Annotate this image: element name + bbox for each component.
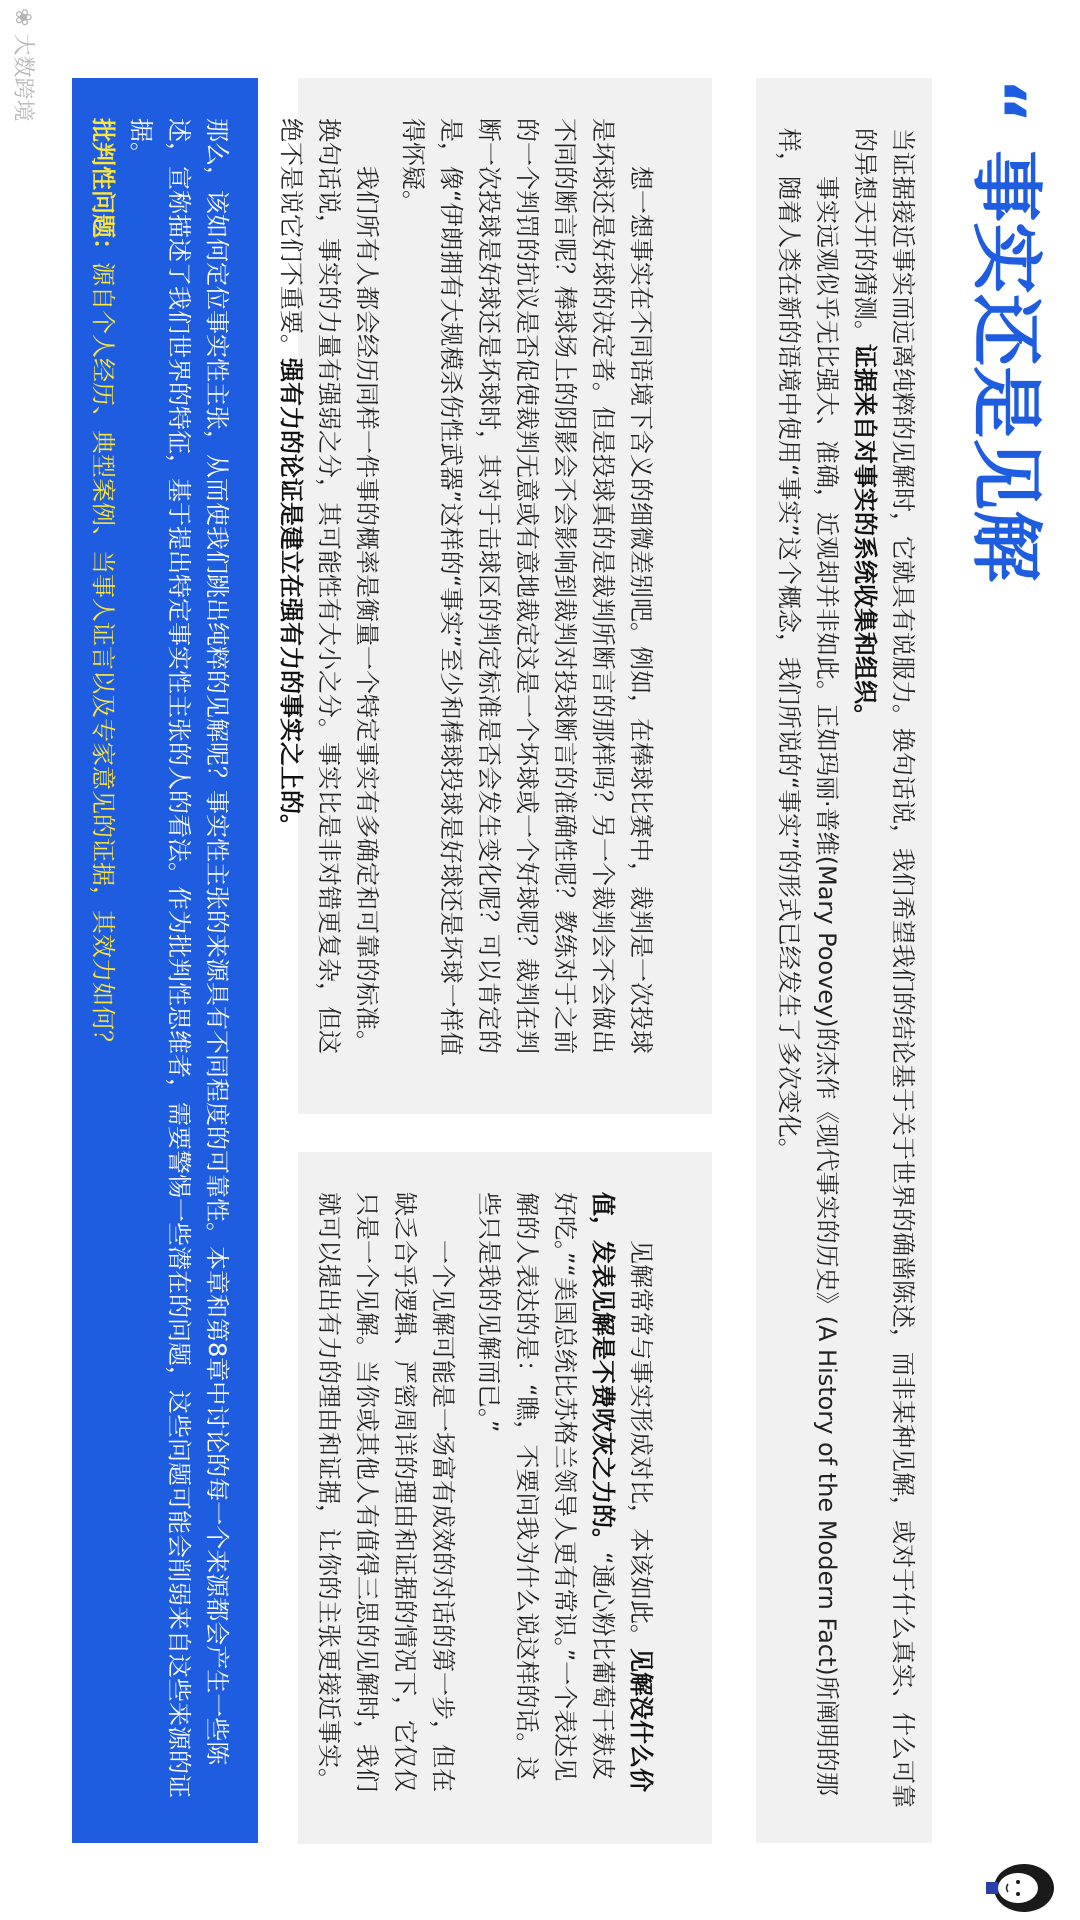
intro-paragraph-2: 事实远观似乎无比强大、准确，近观却并非如此。正如玛丽·普维(Mary Poovey)的杰作《现代事实的历史》(A History of the Modern Fact)所阐明的那样，随着人类在新的语境中使用“事实”这个概念，我们所说的“事实”的形式已经发生了多次变化。 [775,128,841,1796]
critical-question-label: 批判性问题： [89,118,117,262]
left-p2-bold: 强有力的论证是建立在强有力的事实之上的。 [277,358,305,838]
right-p1-rest: “通心粉比葡萄干麸皮好吃。”“美国总统比苏格兰领导人更有常识。”一个表达见解的人表达的是：“瞧，不要问我为什么说这样的话。这些只是我的见解而已。” [475,1192,617,1782]
critical-question-text: 源自个人经历、典型案例、当事人证言以及专家意见的证据，其效力如何？ [89,262,117,1054]
left-p2-text: 我们所有人都会经历同样一件事的概率是衡量一个特定事实有多确定和可靠的标准。换句话说，事实的力量有强弱之分，其可能性有大小之分。事实比是非对错更复杂，但这绝不是说它们不重要。 [277,118,381,1054]
critical-question-panel [72,78,258,1843]
critical-question [84,118,122,1803]
watermark-text: 大数跨境 [10,33,35,122]
right-paragraph-1 [470,1192,660,1798]
right-p1-bold: 见解没什么价值，发表见解是不费吹灰之力的。 [589,1192,655,1792]
intro-text [770,128,922,1808]
left-paragraph-1: 想一想事实在不同语境下含义的细微差别吧。例如，在棒球比赛中，裁判是一次投球是坏球还是好球的决定者。但是投球真的是裁判所断言的那样吗？另一个裁判会不会做出不同的断言呢？棒球场上的阴影会不会影响到裁判对投球断言的准确性呢？教练对于之前的一个判罚的抗议是否促使裁判无意或有意地裁定这是一个坏球或一个好球呢？裁判在判断一次投球是好球还是坏球时，其对于击球区的判定标准是否会发生变化呢？可以肯定的是，像“伊朗拥有大规模杀伤性武器”这样的“事实”至少和棒球投球是好球还是坏球一样值得怀疑。 [399,118,655,1056]
intro-paragraph-1 [846,128,922,1808]
page-title: 事实还是见解 [964,150,1048,583]
right-paragraph-2: 一个见解可能是一场富有成效的对话的第一步，但在缺乏合乎逻辑、严密周详的理由和证据的情况下，它仅仅只是一个见解。当你或其他人有值得三思的见解时，我们就可以提出有力的理由和证据，让你的主张更接近事实。 [315,1192,457,1792]
intro-p1-bold: 证据来自对事实的系统收集和组织。 [851,344,879,728]
watermark [9,8,40,121]
quote-mark-icon: “ [958,78,1040,119]
blue-paragraph: 那么，该如何定位事实性主张，从而使我们跳出纯粹的见解呢？事实性主张的来源具有不同程度的可靠性。本章和第8章中讨论的每一个来源都会产生一些陈述，宣称描述了我们世界的特征，基于提出特定事实性主张的人的看法。作为批判性思维者，需要警惕一些潜在的问题，这些问题可能会削弱来自这些来源的证据。 [127,118,231,1798]
left-paragraph-2 [272,118,386,1068]
opinion-panel [298,1152,712,1844]
intro-p1-text: 当证据接近事实而远离纯粹的见解时，它就具有说服力。换句话说，我们希望我们的结论基于关于世界的确凿陈述，而非某种见解，或对于什么真实、什么可靠的异想天开的猜测。 [851,128,917,1808]
avatar-icon [980,1858,1060,1918]
baseball-facts-panel [277,78,712,1114]
watermark-logo-icon: ❀ [10,8,35,27]
right-p1-text: 见解常常与事实形成对比，本该如此。 [627,1240,655,1648]
